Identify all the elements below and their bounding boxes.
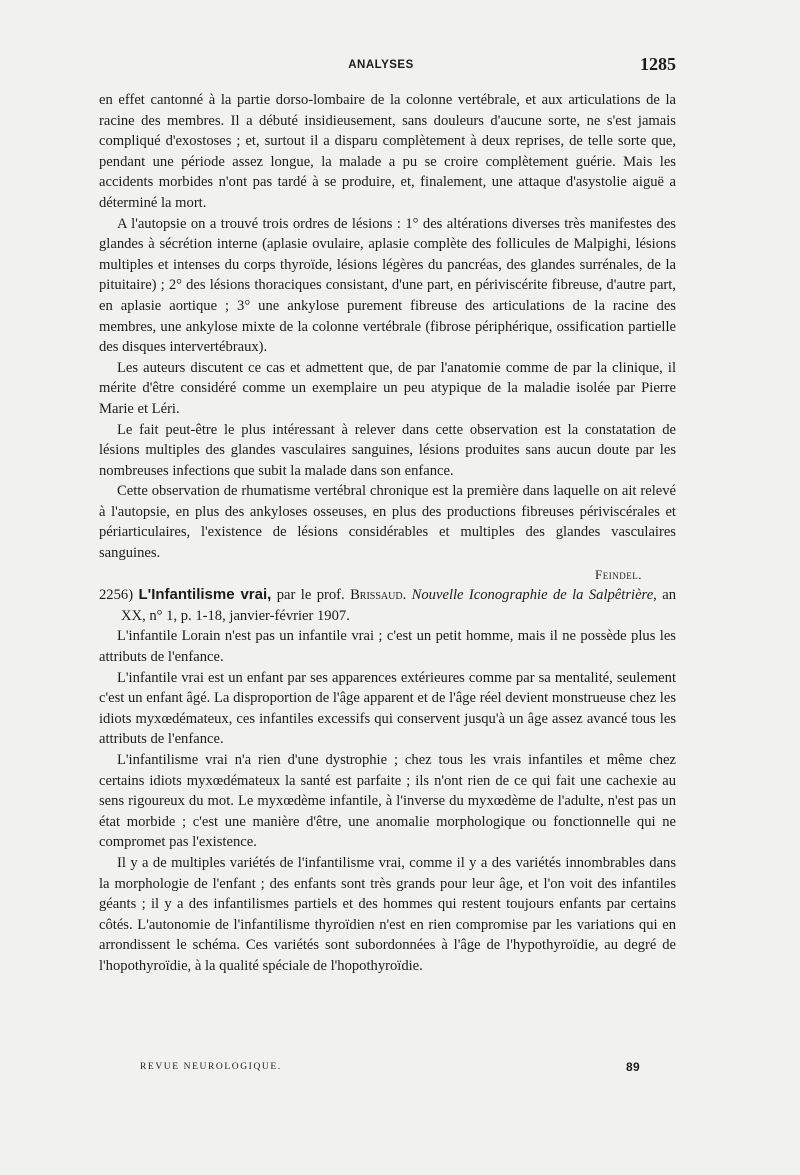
paragraph: L'infantile Lorain n'est pas un infantile vrai ; c'est un petit homme, mais il ne possède plus les attributs de l'enfance. <box>99 628 676 666</box>
running-header <box>86 54 676 76</box>
article-heading <box>99 585 676 626</box>
footer-sheet-number: 89 <box>626 1060 640 1074</box>
article-journal: Nouvelle Iconographie de la Salpêtrière, <box>411 587 657 604</box>
paragraph: Les auteurs discutent ce cas et admettent que, de par l'anatomie comme de par la clinique, il mérite d'être considéré comme un exemplaire un peu atypique de la maladie isolée par Pierre Marie et Léri. <box>99 359 676 417</box>
paragraph: en effet cantonné à la partie dorso-lombaire de la colonne vertébrale, et aux articulations de la racine des membres. Il a débuté insidieusement, sans douleurs d'aucune sorte, ne s'est jamais compliqué d'exostoses ; et, surtout il a disparu complètement à deux reprises, de telle sorte que, pendant une période assez longue, la malade a pu se croire complètement guérie. Mais les accidents morbides n'ont pas tardé à se produire, et, finalement, une attaque d'asystolie aiguë a déterminé la mort. <box>99 92 676 211</box>
article-author: Brissaud. <box>350 587 407 604</box>
paragraph: Il y a de multiples variétés de l'infantilisme vrai, comme il y a des variétés innombrables dans la morphologie de l'enfant ; des enfants sont très grands pour leur âge, et l'on voit des infantiles géants ; il y a des infantilismes partiels et des hommes qui restent toujours enfants par certains côtés. L'autonomie de l'infantilisme thyroïdien n'est en rien compromise par les variations qui en arrondissent le schéma. Ces variétés sont subordonnées à l'âge de l'hypothyroïdie, au degré de l'hopothyroïdie, à la qualité spéciale de l'hopothyroïdie. <box>99 854 676 974</box>
paragraph: A l'autopsie on a trouvé trois ordres de lésions : 1° des altérations diverses très manifestes des glandes à sécrétion interne (aplasie ovulaire, aplasie complète des follicules de Malpighi, lésions multiples et intenses du corps thyroïde, lésions légères du pancréas, des glandes surrénales, de la pituitaire) ; 2° des lésions thoraciques consistant, d'une part, en périviscérite fibreuse, d'autre part, en aplasie aortique ; 3° une ankylose purement fibreuse des articulations de la racine des membres, une ankylose mixte de la colonne vertébrale (fibrose périphérique, ossification partielle des disques intervertébraux). <box>99 215 676 356</box>
body-text <box>99 90 676 977</box>
article-number: 2256) <box>99 587 134 604</box>
article-by: par le prof. <box>276 587 345 604</box>
reviewer-signature: Feindel. <box>595 566 642 582</box>
running-title: ANALYSES <box>348 59 414 71</box>
footer-journal: REVUE NEUROLOGIQUE. <box>140 1062 282 1072</box>
article-citation: an XX, n° 1, p. 1-18, janvier-février 1907. <box>121 587 677 624</box>
paragraph: Cette observation de rhumatisme vertébral chronique est la première dans laquelle on ait relevé à l'autopsie, en plus des ankyloses osseuses, en plus des productions fibreuses périviscérales et périarticulaires, l'existence de lésions considérables et multiples des glandes vasculaires sanguines. <box>99 483 676 562</box>
article-title: L'Infantilisme vrai, <box>138 586 272 604</box>
paragraph: L'infantile vrai est un enfant par ses apparences extérieures comme par sa mentalité, seulement c'est un enfant âgé. La disproportion de l'âge apparent et de l'âge réel devient monstrueuse chez les idiots myxœdémateux, ces infantiles excessifs qui conservent jusqu'à un âge assez avancé tous les attributs de l'enfance. <box>99 669 676 748</box>
page-number: 1285 <box>640 54 676 74</box>
paragraph: L'infantilisme vrai n'a rien d'une dystrophie ; chez tous les vrais infantiles et même chez certains idiots myxœdémateux la santé est parfaite ; ils n'ont rien de ce qui fait une cachexie au sens rigoureux du mot. Le myxœdème infantile, à l'inverse du myxœdème de l'adulte, n'est pas un état morbide ; c'est une manière d'être, une anomalie morphologique ou fonctionnelle qui ne compromet pas l'existence. <box>99 752 676 851</box>
paragraph: Le fait peut-être le plus intéressant à relever dans cette observation est la constatation de lésions multiples des glandes vasculaires sanguines, lésions produites sans aucun doute par les nombreuses infections que subit la malade dans son enfance. <box>99 421 676 479</box>
